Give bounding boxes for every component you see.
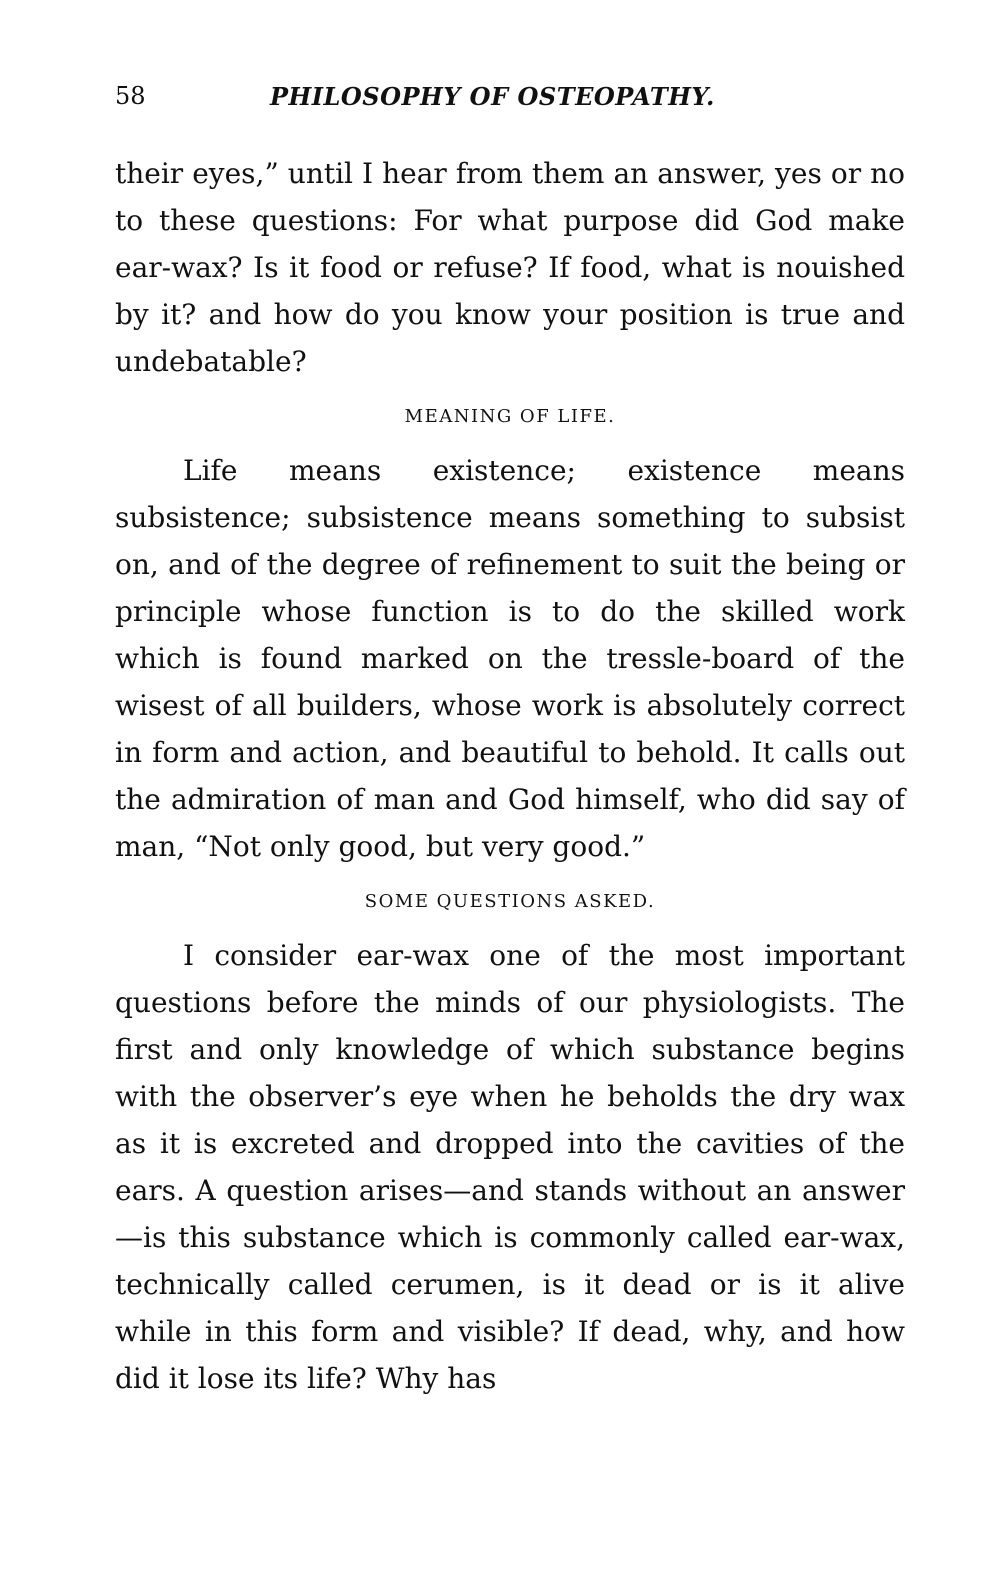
page-body [115, 150, 905, 1402]
section-heading: SOME QUESTIONS ASKED. [364, 891, 656, 912]
page-number: 58 [115, 82, 146, 110]
paragraph: their eyes,” until I hear from them an answer, yes or no to these questions: For what purpose did God make ear-wax? Is it food or refuse? If food, what is nouished by it? and how do you know your position is true and undebatable? [115, 157, 905, 378]
running-title: PHILOSOPHY OF OSTEOPATHY. [270, 82, 715, 111]
section-heading: MEANING OF LIFE. [404, 406, 616, 427]
paragraph: I consider ear-wax one of the most important questions before the minds of our physiologists. The first and only knowledge of which substance begins with the observer’s eye when he beholds the dry wax as it is excreted and dropped into the cavities of the ears. A question arises—and stands without an answer—is this substance which is commonly called ear-wax, technically called cerumen, is it dead or is it alive while in this form and visible? If dead, why, and how did it lose its life? Why has [115, 939, 905, 1395]
paragraph: Life means existence; existence means subsistence; subsistence means something to subsist on, and of the degree of refinement to suit the being or principle whose function is to do the skilled work which is found marked on the tressle-board of the wisest of all builders, whose work is absolutely correct in form and action, and beautiful to behold. It calls out the admiration of man and God himself, who did say of man, “Not only good, but very good.” [115, 454, 905, 863]
